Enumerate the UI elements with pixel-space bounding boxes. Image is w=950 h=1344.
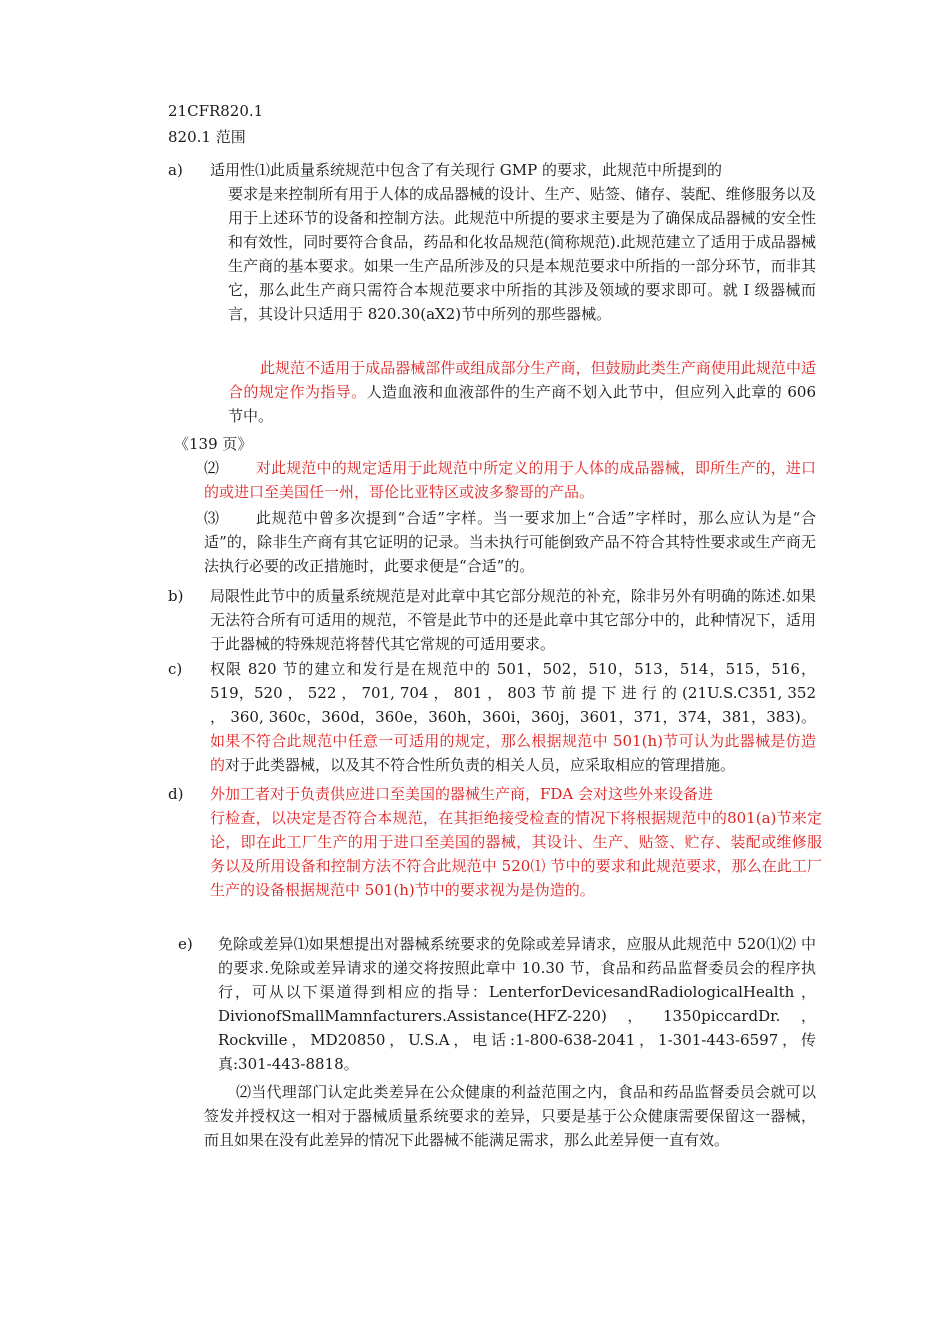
item-d-body: 行检查，以决定是否符合本规范，在其拒绝接受检查的情况下将根据规范中的801(a)节来定论，即在此工厂生产的用于进口至美国的器械，其设计、生产、贴签、贮存、装配或维修服务以及所用设备和控制方法不符合此规范中 520⑴ 节中的要求和此规范要求，那么在此工厂生产的设备根据规范中 501(h)节中的要求视为是伪造的。 xyxy=(210,809,822,899)
item-c-black-tail: 对于此类器械，以及其不符合性所负责的相关人员，应采取相应的管理措施。 xyxy=(225,756,736,774)
item-e-p2: ⑵当代理部门认定此类差异在公众健康的利益范围之内，食品和药品监督委员会就可以签发并授权这一相对于器械质量系统要求的差异，只要是基于公众健康需要保留这一器械，而且如果在没有此差异的情况下此器械不能满足需求，那么此差异便一直有效。 xyxy=(204,1083,816,1149)
item-a2-text: 对此规范中的规定适用于此规范中所定义的用于人体的成品器械，即所生产的，进口的或进口至美国任一州，哥伦比亚特区或波多黎哥的产品。 xyxy=(204,459,816,501)
page-marker: 《139 页》 xyxy=(174,435,253,453)
item-a2-num: ⑵ xyxy=(204,459,220,477)
item-a3-num: ⑶ xyxy=(204,509,220,527)
item-c-text xyxy=(210,657,816,777)
item-a-red-text: 此规范不适用于成品器械部件或组成部分生产商，但鼓励此类生产商使用此规范中适合的规定作为指导。 xyxy=(228,359,816,401)
regulation-code: 21CFR820.1 xyxy=(168,102,264,120)
item-a3-text: 此规范中曾多次提到“合适”字样。当一要求加上“合适”字样时，那么应认为是“合适”的，除非生产商有其它证明的记录。当未执行可能倒致产品不符合其特性要求或生产商无法执行必要的改正措施时，此要求便是“合适”的。 xyxy=(204,509,816,575)
item-a-lead: 适用性⑴此质量系统规范中包含了有关现行 GMP 的要求，此规范中所提到的 xyxy=(210,161,722,179)
item-c-red-text: 如果不符合此规范中任意一可适用的规定，那么根据规范中 501(h)节可认为此器械是仿造的 xyxy=(210,732,816,774)
item-c-black-text: 权限 820 节的建立和发行是在规范中的 501，502，510，513，514，515，516，519，520 ， 522 ， 701, 704 ， 801 ， 803 节 前 提 下 进 行 的 (21U.S.C351, 352 ， 360, 360c，360d，360e，360h，360i，360j，3601，371，374，381，383)。 xyxy=(210,660,816,726)
item-a-label: a) xyxy=(168,161,183,179)
item-c-label: c) xyxy=(168,660,183,678)
item-a-note xyxy=(228,356,816,428)
item-d-lead: 外加工者对于负责供应进口至美国的器械生产商，FDA 会对这些外来设备进 xyxy=(210,785,714,803)
item-e-text: 免除或差异⑴如果想提出对器械系统要求的免除或差异请求，应服从此规范中 520⑴⑵ 中的要求.免除或差异请求的递交将按照此章中 10.30 节，食品和药品监督委员会的程序执行，可从以下渠道得到相应的指导：LenterforDevicesandRadiologicalHealth ， DivionofSmallMamnfacturers.Assistance(HFZ-220)，1350piccardDr.，Rockville，MD20850，U.S.A，电话:1-800-638-2041，1-301-443-6597，传真:301-443-8818。 xyxy=(218,935,816,1073)
section-title: 820.1 范围 xyxy=(168,128,246,146)
item-b-label: b) xyxy=(168,587,184,605)
item-a-black-text: 人造血液和血液部件的生产商不划入此节中，但应列入此章的 606 节中。 xyxy=(228,383,816,425)
item-d-label: d) xyxy=(168,785,184,803)
item-b-text: 局限性此节中的质量系统规范是对此章中其它部分规范的补充，除非另外有明确的陈述.如果无法符合所有可适用的规范，不管是此节中的还是此章中其它部分中的，此种情况下，适用于此器械的特殊规范将替代其它常规的可适用要求。 xyxy=(210,587,816,653)
item-e-label: e) xyxy=(178,935,193,953)
item-a-body: 要求是来控制所有用于人体的成品器械的设计、生产、贴签、储存、装配、维修服务以及用于上述环节的设备和控制方法。此规范中所提的要求主要是为了确保成品器械的安全性和有效性，同时要符合食品，药品和化妆品规范(简称规范).此规范建立了适用于成品器械生产商的基本要求。如果一生产品所涉及的只是本规范要求中所指的一部分环节，而非其它，那么此生产商只需符合本规范要求中所指的其涉及领域的要求即可。就 I 级器械而言，其设计只适用于 820.30(aX2)节中所列的那些器械。 xyxy=(228,185,816,323)
